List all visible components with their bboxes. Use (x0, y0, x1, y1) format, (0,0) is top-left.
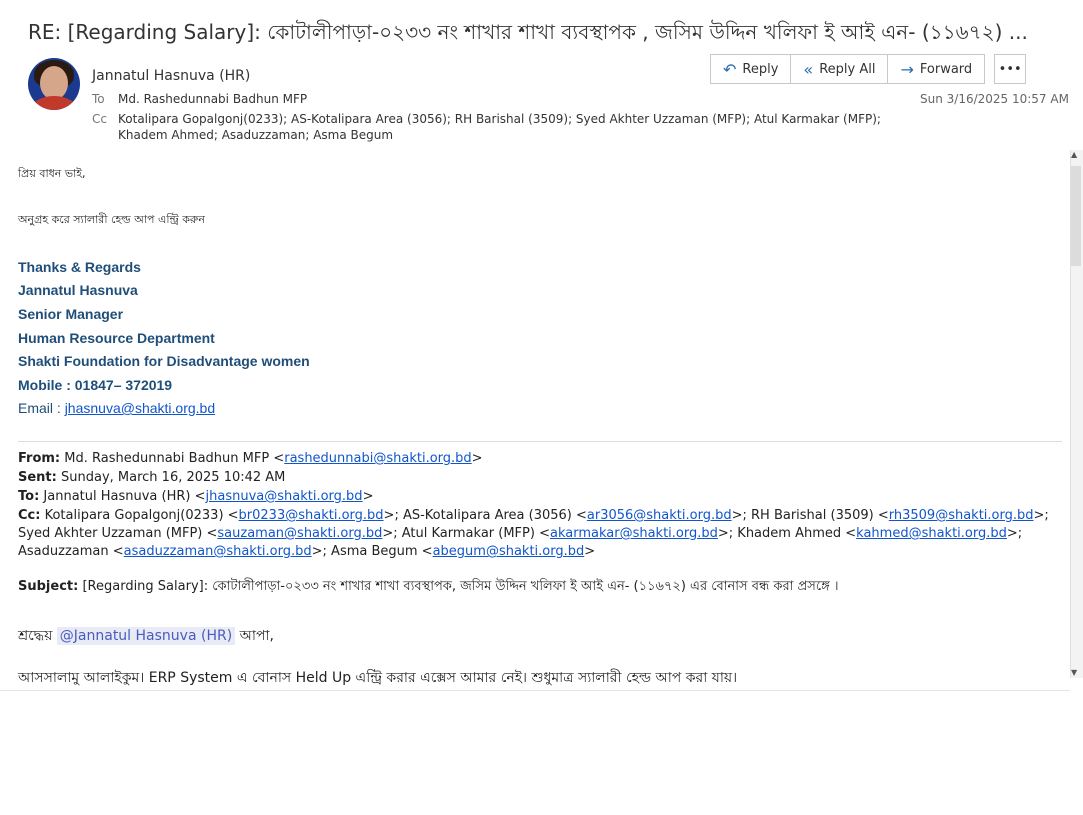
cc-email-link[interactable]: br0233@shakti.org.bd (238, 508, 384, 523)
mention-chip[interactable]: @Jannatul Hasnuva (HR) (57, 627, 235, 645)
cc-label: Cc (92, 112, 107, 126)
quoted-salutation: শ্রদ্ধেয় @Jannatul Hasnuva (HR) আপা, (18, 628, 274, 644)
to-email-link[interactable]: jhasnuva@shakti.org.bd (205, 489, 363, 504)
scroll-down-icon[interactable]: ▼ (1071, 668, 1078, 677)
quoted-cc: Cc: Kotalipara Gopalgonj(0233) <br0233@shakti.org.bd>; AS-Kotalipara Area (3056) <ar3056@shakti.org.bd>; RH Barishal (3509) <rh3509@shakti.org.bd>; Syed Akhter Uzzaman (MFP) <sauzaman@shakti.org.bd>; Atul Karmakar (MFP) <akarmakar@shakti.org.bd>; Khadem Ahmed <kahmed@shakti.org.bd>; Asaduzzaman <asaduzzaman@shakti.org.bd>; Asma Begum <abegum@shakti.org.bd> (18, 508, 1049, 559)
scrollbar-thumb[interactable] (1071, 166, 1081, 266)
reply-icon: ↶ (723, 59, 737, 79)
to-recipient[interactable]: Md. Rashedunnabi Badhun MFP (118, 92, 308, 106)
quoted-from: From: Md. Rashedunnabi Badhun MFP <rashedunnabi@shakti.org.bd> (18, 451, 483, 466)
cc-email-link[interactable]: sauzaman@shakti.org.bd (217, 526, 383, 541)
sender-name[interactable]: Jannatul Hasnuva (HR) (92, 68, 251, 84)
quoted-to: To: Jannatul Hasnuva (HR) <jhasnuva@shakti.org.bd> (18, 489, 374, 504)
more-icon: ••• (998, 61, 1022, 77)
quoted-subject: Subject: [Regarding Salary]: কোটালীপাড়া-০২৩৩ নং শাখার শাখা ব্যবস্থাপক, জসিম উদ্দিন খলিফা ই আই এন- (১১৬৭২) এর বোনাস বন্ধ করা প্রসঙ্গে । (18, 579, 839, 594)
horizontal-scrollbar[interactable] (0, 690, 1070, 691)
signature-email: Email : jhasnuva@shakti.org.bd (18, 400, 216, 416)
signature-email-link[interactable]: jhasnuva@shakti.org.bd (64, 400, 216, 416)
cc-email-link[interactable]: rh3509@shakti.org.bd (888, 508, 1034, 523)
from-email-link[interactable]: rashedunnabi@shakti.org.bd (284, 451, 472, 466)
cc-email-link[interactable]: asaduzzaman@shakti.org.bd (123, 544, 312, 559)
forward-button[interactable]: → Forward (887, 54, 985, 84)
cc-email-link[interactable]: abegum@shakti.org.bd (432, 544, 585, 559)
reply-all-button[interactable]: « Reply All (790, 54, 888, 84)
forward-icon: → (900, 59, 914, 79)
body-request: অনুগ্রহ করে স্যালারী হেল্ড আপ এন্ট্রি করুন (18, 213, 205, 226)
signature-line: Jannatul Hasnuva (18, 282, 138, 298)
cc-email-link[interactable]: kahmed@shakti.org.bd (856, 526, 1007, 541)
cc-recipients-line2[interactable]: Khadem Ahmed; Asaduzzaman; Asma Begum (118, 128, 394, 142)
email-subject: RE: [Regarding Salary]: কোটালীপাড়া-০২৩৩ নং শাখার শাখা ব্যবস্থাপক , জসিম উদ্দিন খলিফা ই আই এন- (১১৬৭২) ... (28, 20, 1028, 44)
to-line (92, 92, 307, 106)
scroll-up-icon[interactable]: ▲ (1071, 150, 1078, 159)
signature-line: Mobile : 01847– 372019 (18, 377, 173, 393)
signature-line: Human Resource Department (18, 330, 215, 346)
sender-avatar[interactable] (28, 58, 80, 110)
action-toolbar (710, 54, 1025, 84)
quoted-sent: Sent: Sunday, March 16, 2025 10:42 AM (18, 470, 286, 485)
cc-recipients-line1[interactable]: Kotalipara Gopalgonj(0233); AS-Kotalipara Area (3056); RH Barishal (3509); Syed Akhter Uzzaman (MFP); Atul Karmakar (MFP); (118, 112, 881, 126)
quoted-body-line: আসসালামু আলাইকুম। ERP System এ বোনাস Held Up এন্ট্রি করার এক্সেস আমার নেই। শুধুমাত্র স্যালারী হেল্ড আপ করা যায়। (18, 670, 738, 686)
signature-line: Shakti Foundation for Disadvantage women (18, 353, 310, 369)
more-actions-button[interactable] (994, 54, 1026, 84)
received-datetime: Sun 3/16/2025 10:57 AM (920, 92, 1069, 106)
signature-line: Thanks & Regards (18, 259, 141, 275)
cc-email-link[interactable]: akarmakar@shakti.org.bd (549, 526, 718, 541)
signature-line: Senior Manager (18, 306, 124, 322)
cc-email-link[interactable]: ar3056@shakti.org.bd (586, 508, 732, 523)
reply-button[interactable]: ↶ Reply (710, 54, 791, 84)
quote-separator (18, 441, 1062, 442)
body-greeting: প্রিয় বাধন ভাই, (18, 167, 86, 180)
cc-line (92, 111, 912, 143)
reply-all-icon: « (803, 59, 814, 79)
to-label: To (92, 92, 105, 106)
